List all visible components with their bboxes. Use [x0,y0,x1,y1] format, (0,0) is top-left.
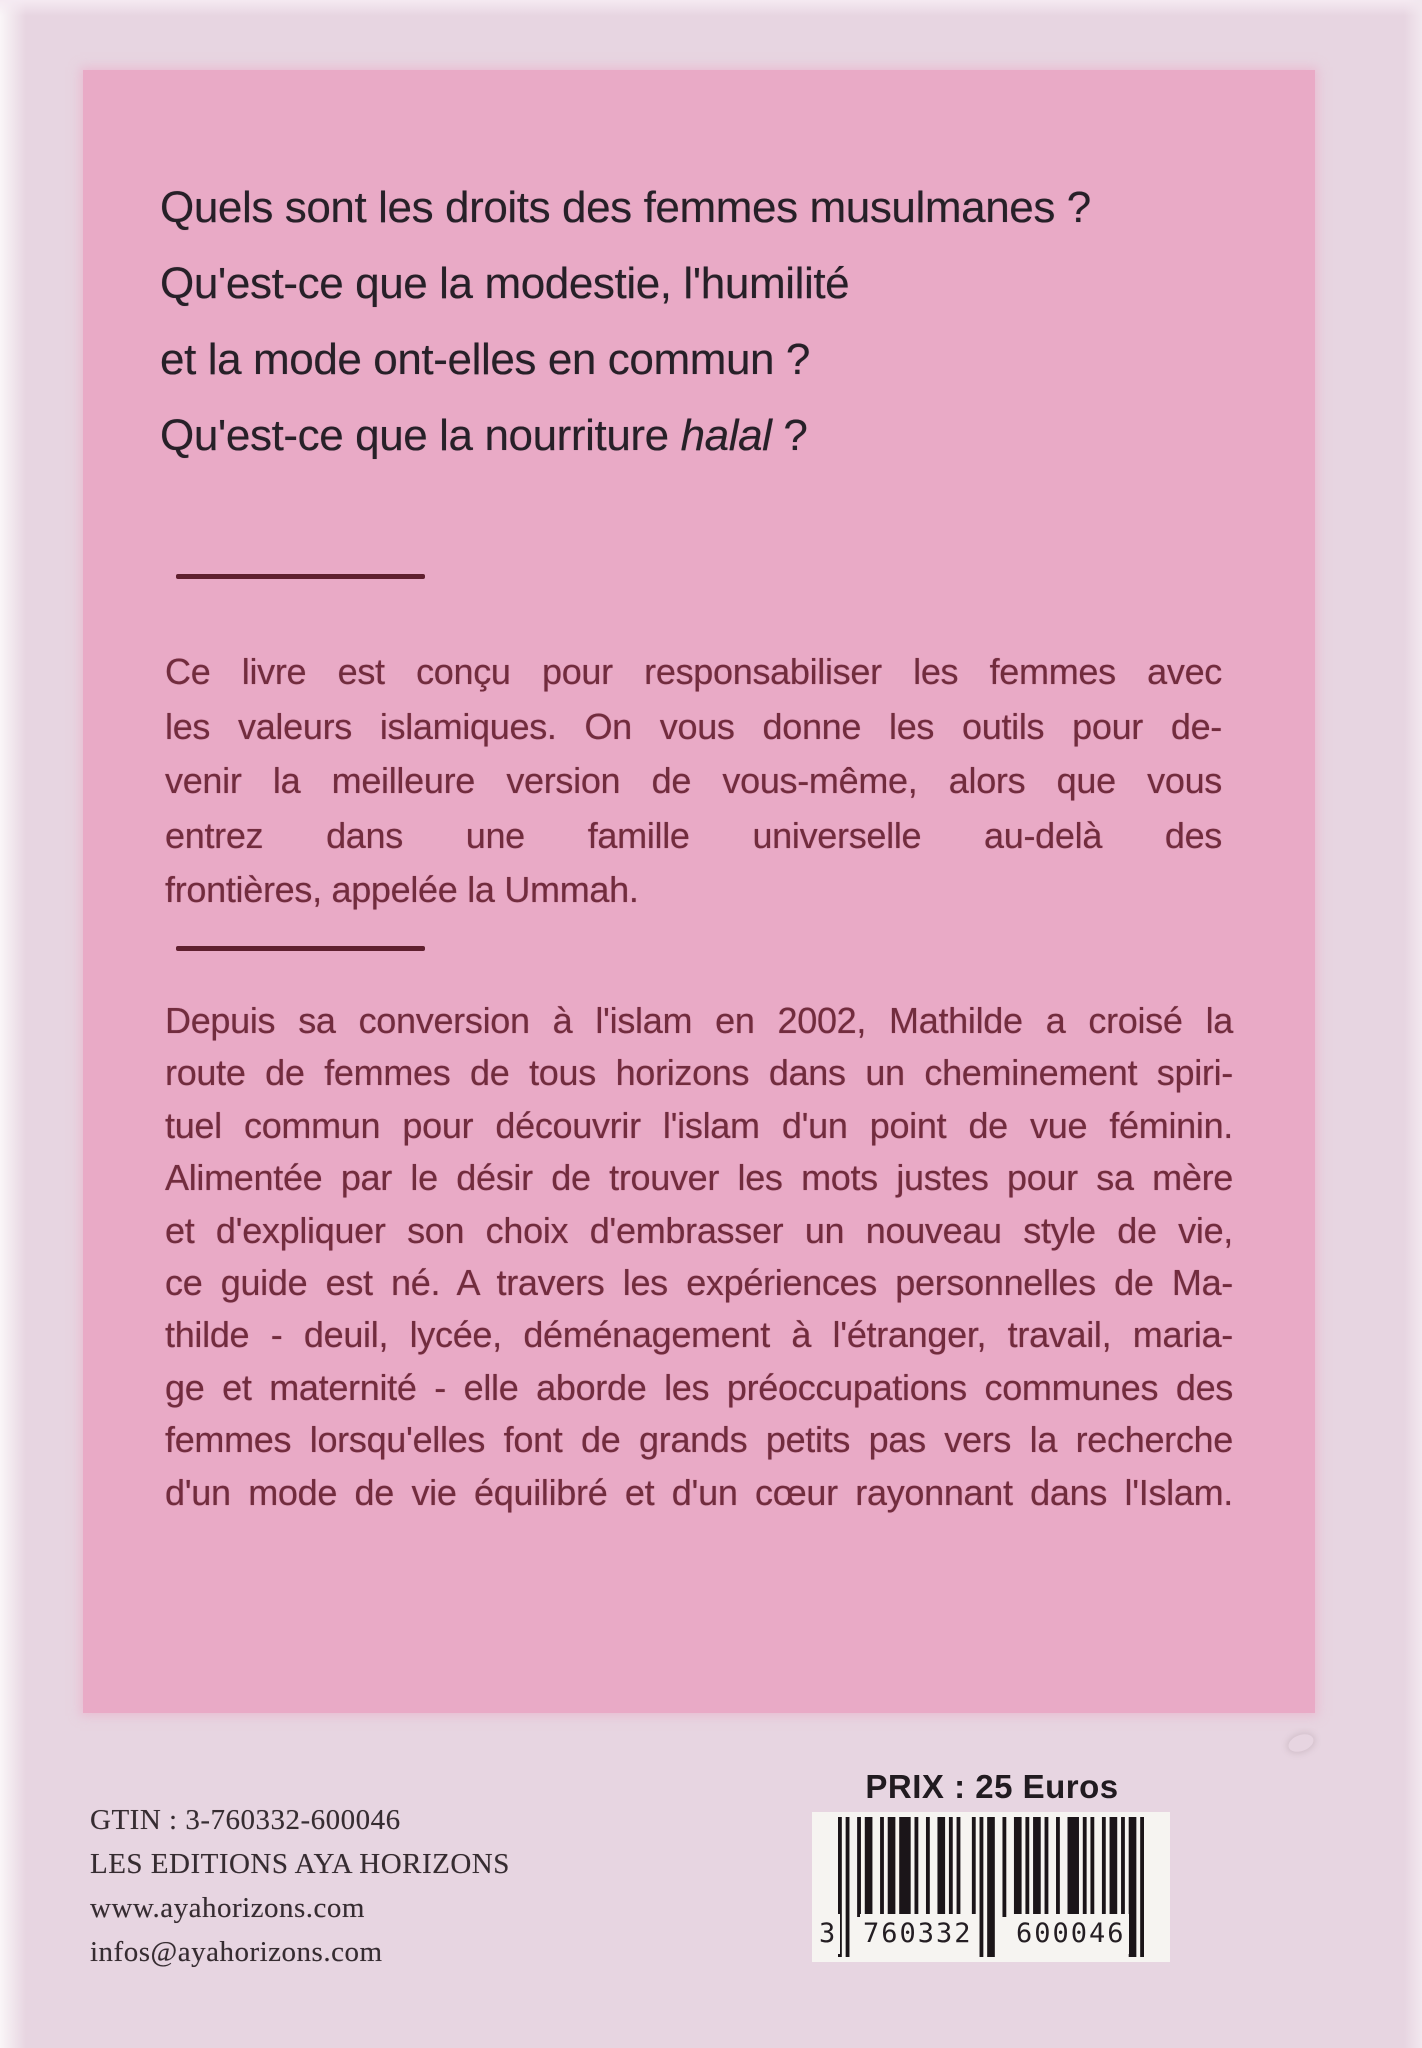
barcode-digit-group: 600046 [1013,1914,1129,1954]
scan-edge-left [0,0,26,2048]
paragraph-line: frontières, appelée la Ummah. [165,869,639,910]
paragraph-line: d'un mode de vie équilibré et d'un cœur rayonnant dans l'Islam. [165,1471,1233,1513]
question-line: Qu'est-ce que la modestie, l'humilité [160,259,850,308]
barcode [812,1812,1170,1962]
email-text: infos@ayahorizons.com [90,1936,383,1968]
paragraph-line: ge et maternité - elle aborde les préoccupations communes des [165,1366,1233,1408]
barcode-digit-group: 760332 [860,1914,976,1954]
paragraph-line: entrez dans une famille universelle au-delà des [165,814,1222,856]
question-line: et la mode ont-elles en commun ? [160,335,810,384]
barcode-digit-lead: 3 [816,1914,840,1954]
paragraph-line: route de femmes de tous horizons dans un cheminement spiri- [165,1052,1233,1094]
question-line-post: ? [771,411,808,460]
question-line [160,398,1250,474]
publisher-text: LES EDITIONS AYA HORIZONS [90,1848,510,1880]
paragraph-line: et d'expliquer son choix d'embrasser un nouveau style de vie, [165,1209,1233,1251]
synopsis-paragraph [165,645,1222,918]
question-line-italic-word: halal [680,411,772,460]
website-text: www.ayahorizons.com [90,1892,365,1924]
paragraph-line: thilde - deuil, lycée, déménagement à l'étranger, travail, maria- [165,1314,1233,1356]
separator-rule [176,574,425,579]
paragraph-line: Ce livre est conçu pour responsabiliser les femmes avec [165,651,1222,692]
scan-smudge [1286,1731,1316,1755]
scan-edge-top [0,0,1422,16]
price-label: PRIX : 25 Euros [865,1768,1119,1805]
paragraph-line: Depuis sa conversion à l'islam en 2002, Mathilde a croisé la [165,1000,1233,1041]
scan-edge-right [1404,0,1422,2048]
paragraph-line: venir la meilleure version de vous-même, alors que vous [165,760,1222,801]
paragraph-line: femmes lorsqu'elles font de grands petits pas vers la recherche [165,1419,1233,1461]
gtin-text: GTIN : 3-760332-600046 [90,1804,401,1836]
paragraph-line: Alimentée par le désir de trouver les mots justes pour sa mère [165,1157,1233,1199]
paragraph-line: les valeurs islamiques. On vous donne les outils pour de- [165,705,1222,747]
paragraph-line: ce guide est né. A travers les expériences personnelles de Ma- [165,1262,1233,1304]
question-line-pre: Qu'est-ce que la nourriture [160,411,681,460]
publisher-info-block [90,1798,510,1974]
back-cover-panel [83,70,1315,1713]
paragraph-line: tuel commun pour découvrir l'islam d'un point de vue féminin. [165,1104,1233,1146]
question-line: Quels sont les droits des femmes musulmanes ? [160,183,1091,232]
questions-block [160,170,1250,474]
author-bio-paragraph [165,995,1233,1519]
separator-rule [176,946,425,951]
